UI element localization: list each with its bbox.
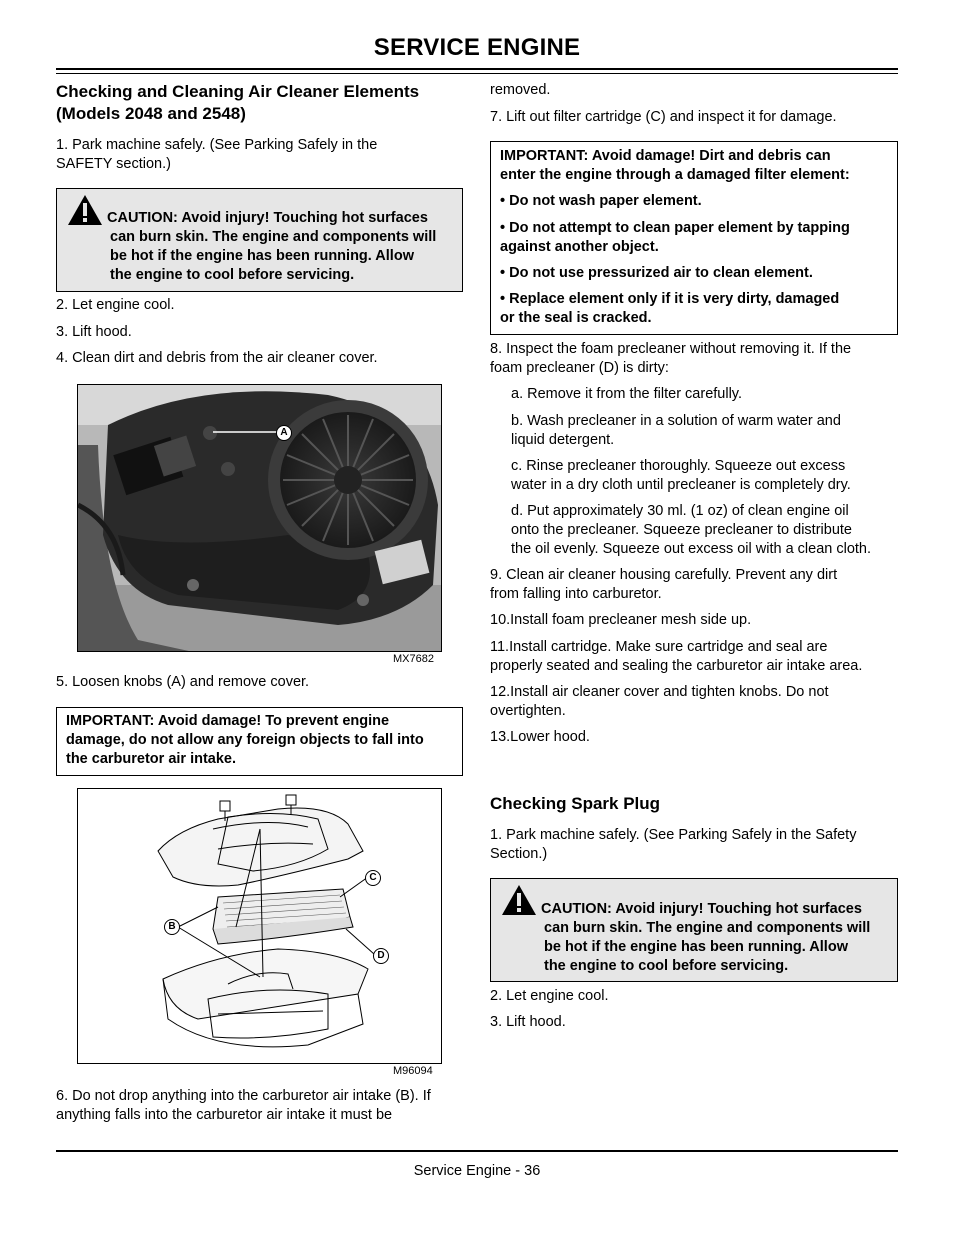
header-rule (56, 68, 898, 70)
step-12 (490, 683, 829, 721)
caution-line: the engine to cool before servicing. (110, 267, 355, 283)
step-1 (56, 136, 377, 174)
heading-line: (Models 2048 and 2548) (56, 104, 246, 123)
step-6 (56, 1087, 431, 1125)
text-line: 11.Install cartridge. Make sure cartridge and seal are (490, 639, 828, 655)
callout-d: D (373, 948, 389, 964)
text-line: c. Rinse precleaner thoroughly. Squeeze out excess (511, 458, 846, 474)
warning-triangle-icon (67, 194, 103, 226)
step-8d (511, 502, 871, 559)
step-8b (511, 412, 841, 450)
text-line: SAFETY section.) (56, 156, 171, 172)
spark-step-1 (490, 826, 856, 864)
text-line: 1. Park machine safely. (See Parking Safely in the (56, 137, 378, 153)
text-line: 1. Park machine safely. (See Parking Safely in the Safety (490, 827, 857, 843)
header-rule-thin (56, 73, 898, 74)
step-11 (490, 638, 862, 676)
caution-line: be hot if the engine has been running. Allow (110, 248, 414, 264)
step-7: 7. Lift out filter cartridge (C) and inspect it for damage. (490, 109, 837, 125)
air-cleaner-drawing (78, 789, 443, 1065)
step-8c (511, 457, 851, 495)
important-line: damage, do not allow any foreign objects to fall into (66, 732, 424, 748)
text-line: d. Put approximately 30 ml. (1 oz) of clean engine oil (511, 503, 849, 519)
text-line: liquid detergent. (511, 432, 615, 448)
air-cleaner-diagram (77, 788, 442, 1064)
step-10: 10.Install foam precleaner mesh side up. (490, 612, 752, 628)
text-line: foam precleaner (D) is dirty: (490, 360, 669, 376)
caution-box-spark (490, 878, 898, 982)
text-line: Section.) (490, 846, 548, 862)
caution-line: be hot if the engine has been running. Allow (544, 939, 848, 955)
text-line: 9. Clean air cleaner housing carefully. Prevent any dirt (490, 567, 838, 583)
important-line: IMPORTANT: Avoid damage! Dirt and debris can (500, 148, 831, 164)
step-4: 4. Clean dirt and debris from the air cleaner cover. (56, 350, 378, 366)
important-bullet: • Do not wash paper element. (500, 193, 702, 209)
important-box-filter (490, 141, 898, 335)
step-8a: a. Remove it from the filter carefully. (511, 386, 743, 402)
page-title: SERVICE ENGINE (373, 34, 581, 61)
text-line: anything falls into the carburetor air intake it must be (56, 1107, 393, 1123)
section-heading-air-cleaner (56, 81, 419, 125)
step-13: 13.Lower hood. (490, 729, 590, 745)
important-bullet: or the seal is cracked. (500, 310, 652, 326)
step-8 (490, 340, 851, 378)
section-heading-spark-plug: Checking Spark Plug (490, 794, 661, 813)
figure-code: MX7682 (393, 653, 434, 665)
callout-a: A (276, 425, 292, 441)
text-line: 12.Install air cleaner cover and tighten knobs. Do not (490, 684, 829, 700)
heading-line: Checking and Cleaning Air Cleaner Elements (56, 82, 420, 101)
step-3: 3. Lift hood. (56, 324, 132, 340)
engine-photo-drawing (78, 385, 442, 652)
important-bullet: against another object. (500, 239, 659, 255)
caution-line: can burn skin. The engine and components will (544, 920, 871, 936)
text-line: from falling into carburetor. (490, 586, 662, 602)
footer-rule (56, 1150, 898, 1152)
text-line: overtighten. (490, 703, 566, 719)
caution-line: can burn skin. The engine and components will (110, 229, 437, 245)
text-line: water in a dry cloth until precleaner is completely dry. (511, 477, 851, 493)
spark-step-2: 2. Let engine cool. (490, 988, 609, 1004)
important-bullet: • Do not attempt to clean paper element by tapping (500, 220, 850, 236)
step-6-continued: removed. (490, 82, 551, 98)
text-line: 6. Do not drop anything into the carburetor air intake (B). If (56, 1088, 431, 1104)
step-9 (490, 566, 837, 604)
figure-code: M96094 (393, 1065, 433, 1077)
important-box (56, 707, 463, 776)
step-2: 2. Let engine cool. (56, 297, 175, 313)
caution-line: CAUTION: Avoid injury! Touching hot surfaces (107, 210, 428, 226)
engine-photo (77, 384, 442, 652)
spark-step-3: 3. Lift hood. (490, 1014, 566, 1030)
caution-line: the engine to cool before servicing. (544, 958, 789, 974)
callout-b: B (164, 919, 180, 935)
text-line: b. Wash precleaner in a solution of warm water and (511, 413, 841, 429)
text-line: the oil evenly. Squeeze out excess oil with a clean cloth. (511, 541, 872, 557)
text-line: onto the precleaner. Squeeze precleaner to distribute (511, 522, 852, 538)
warning-triangle-icon (501, 884, 537, 916)
caution-line: CAUTION: Avoid injury! Touching hot surfaces (541, 901, 862, 917)
important-line: the carburetor air intake. (66, 751, 237, 767)
text-line: properly seated and sealing the carburetor air intake area. (490, 658, 863, 674)
important-bullet: • Replace element only if it is very dirty, damaged (500, 291, 840, 307)
step-5: 5. Loosen knobs (A) and remove cover. (56, 674, 310, 690)
text-line: 8. Inspect the foam precleaner without removing it. If the (490, 341, 852, 357)
important-line: enter the engine through a damaged filter element: (500, 167, 850, 183)
important-line: IMPORTANT: Avoid damage! To prevent engine (66, 713, 390, 729)
important-bullet: • Do not use pressurized air to clean element. (500, 265, 813, 281)
caution-box (56, 188, 463, 292)
page-footer: Service Engine - 36 (413, 1163, 541, 1179)
callout-c: C (365, 870, 381, 886)
